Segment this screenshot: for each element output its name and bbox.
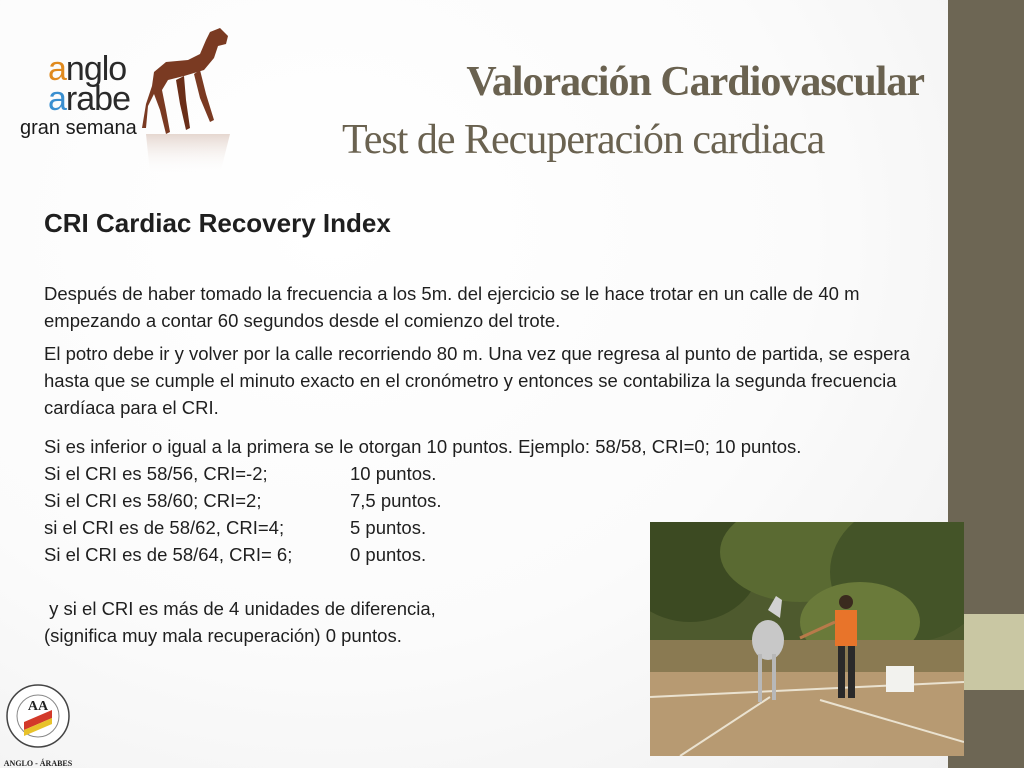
rule-condition: Si el CRI es de 58/64, CRI= 6; (44, 544, 293, 565)
horse-trot-photo (650, 522, 964, 756)
association-emblem (0, 680, 76, 768)
sidebar-accent-block (960, 614, 1024, 690)
emblem-caption: ANGLO - ÁRABES (3, 759, 73, 768)
emblem-monogram: AA (27, 699, 49, 714)
rule-points: 5 puntos. (350, 517, 427, 538)
sidebar-lower-block (960, 690, 1024, 768)
slide-title: Valoración Cardiovascular (466, 59, 924, 105)
rule-row (44, 460, 924, 487)
rule-condition: si el CRI es de 58/62, CRI=4; (44, 517, 285, 538)
rule-condition: Si el CRI es 58/60; CRI=2; (44, 490, 262, 511)
section-heading: CRI Cardiac Recovery Index (44, 208, 391, 238)
rule-points: 7,5 puntos. (350, 490, 442, 511)
horse-logo-icon (140, 24, 235, 174)
logo-line-3: gran semana (20, 117, 137, 139)
association-emblem-icon (0, 680, 76, 754)
logo-line-2: arabe (48, 80, 130, 118)
closing-line-1: y si el CRI es más de 4 unidades de diferencia, (44, 598, 436, 619)
rule-points: 0 puntos. (350, 544, 427, 565)
paragraph-1: Después de haber tomado la frecuencia a los 5m. del ejercicio se le hace trotar en un calle de 40 m empezando a contar 60 segundos desde el comienzo del trote. (44, 283, 860, 331)
slide-subtitle: Test de Recuperación cardiaca (342, 117, 825, 163)
closing-line-2: (significa muy mala recuperación) 0 puntos. (44, 625, 402, 646)
rule-row (44, 487, 924, 514)
paragraph-2: El potro debe ir y volver por la calle recorriendo 80 m. Una vez que regresa al punto de partida, se espera hasta que se cumple el minuto exacto en el cronómetro y entonces se contabiliza la segunda frecuencia cardíaca para el CRI. (44, 343, 910, 418)
logo-line-1: anglo (48, 50, 127, 88)
rule-intro: Si es inferior o igual a la primera se le otorgan 10 puntos. Ejemplo: 58/58, CRI=0; 10 puntos. (44, 436, 802, 457)
rule-points: 10 puntos. (350, 463, 437, 484)
rule-condition: Si el CRI es 58/56, CRI=-2; (44, 463, 268, 484)
